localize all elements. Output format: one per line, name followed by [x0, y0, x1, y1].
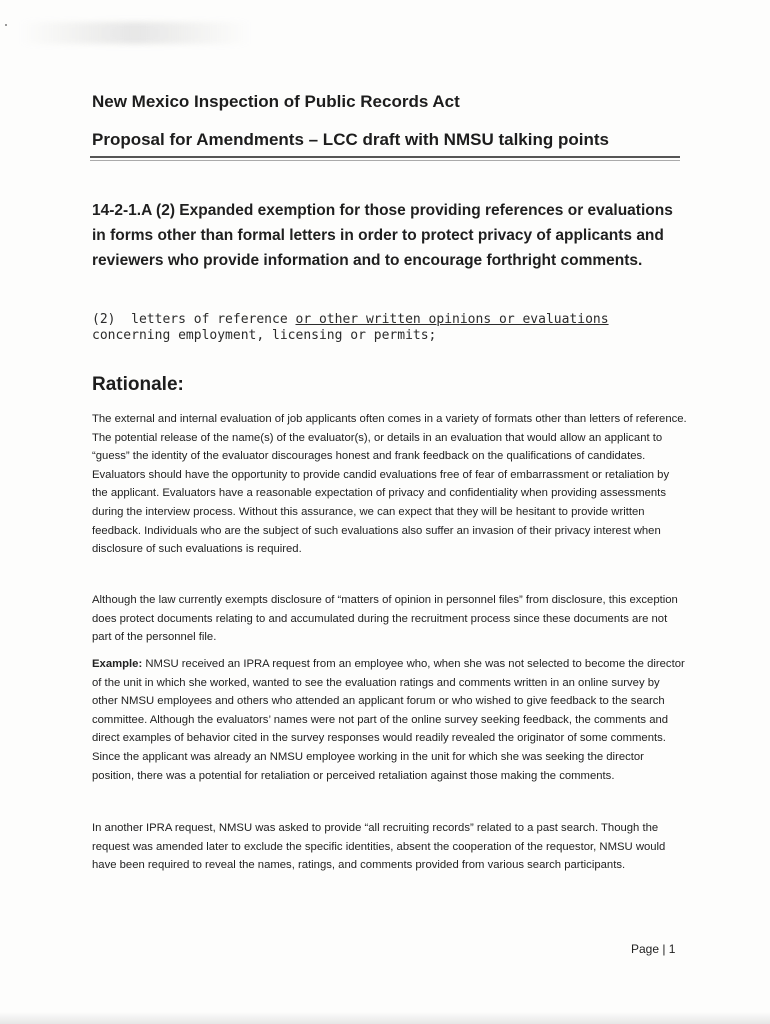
paragraph-personnel-files: Although the law currently exempts disclosure of “matters of opinion in personnel files” from disclosure, this exception does protect documents relating to and accumulated during the recruitment process since these documents are not part of the personnel file.: [92, 594, 678, 644]
scan-bottom-edge: [0, 1012, 770, 1024]
statute-inserted-text: or other written opinions or evaluations: [295, 312, 609, 327]
statute-line-2: concerning employment, licensing or permits;: [92, 328, 437, 343]
page-number: Page | 1: [631, 942, 676, 956]
example-label: Example:: [92, 658, 143, 670]
title-divider: [90, 156, 680, 158]
paragraph-example: [92, 655, 687, 785]
document-title: New Mexico Inspection of Public Records Act: [92, 92, 460, 111]
example-text: NMSU received an IPRA request from an employee who, when she was not selected to become the director of the unit in which she worked, wanted to see the evaluation ratings and comments written in an online survey by other NMSU employees and others who attended an applicant forum or who wished to give feedback to the search committee. Although the evaluators’ names were not part of the online survey seeking feedback, the comments and direct examples of behavior cited in the survey responses would readily revealed the originator of some comments. Since the applicant was already an NMSU employee working in the unit for which she was seeking the director position, there was a potential for retaliation or perceived retaliation against those making the comments.: [92, 658, 685, 782]
title-divider-shadow: [90, 160, 680, 161]
document-subtitle: Proposal for Amendments – LCC draft with NMSU talking points: [92, 130, 609, 149]
paragraph-evaluation-formats: The external and internal evaluation of job applicants often comes in a variety of formats other than letters of reference. The potential release of the name(s) of the evaluator(s), or details in an evaluation that would allow an applicant to “guess” the identity of the evaluator discourages honest and frank feedback on the qualifications of candidates. Evaluators should have the opportunity to provide candid evaluations free of fear of embarrassment or retaliation by the applicant. Evaluators have a reasonable expectation of privacy and confidentiality when providing assessments during the interview process. Without this assurance, we can expect that they will be hesitant to provide written feedback. Individuals who are the subject of such evaluations also suffer an invasion of their privacy interest when disclosure of such evaluations is required.: [92, 413, 687, 556]
statute-prefix: (2) letters of reference: [92, 312, 296, 327]
scan-artifact: [20, 22, 250, 44]
section-heading: 14-2-1.A (2) Expanded exemption for those providing references or evaluations in forms other than formal letters in order to protect privacy of applicants and reviewers who provide information and to encourage forthright comments.: [92, 202, 673, 269]
statute-excerpt: [92, 312, 692, 344]
scan-speck: [5, 24, 7, 26]
rationale-heading: Rationale:: [92, 374, 184, 395]
paragraph-recruiting-records: In another IPRA request, NMSU was asked to provide “all recruiting records” related to a past search. Though the request was amended later to exclude the specific identities, absent the cooperation of the requestor, NMSU would have been required to reveal the names, ratings, and comments provided from various search participants.: [92, 822, 666, 872]
